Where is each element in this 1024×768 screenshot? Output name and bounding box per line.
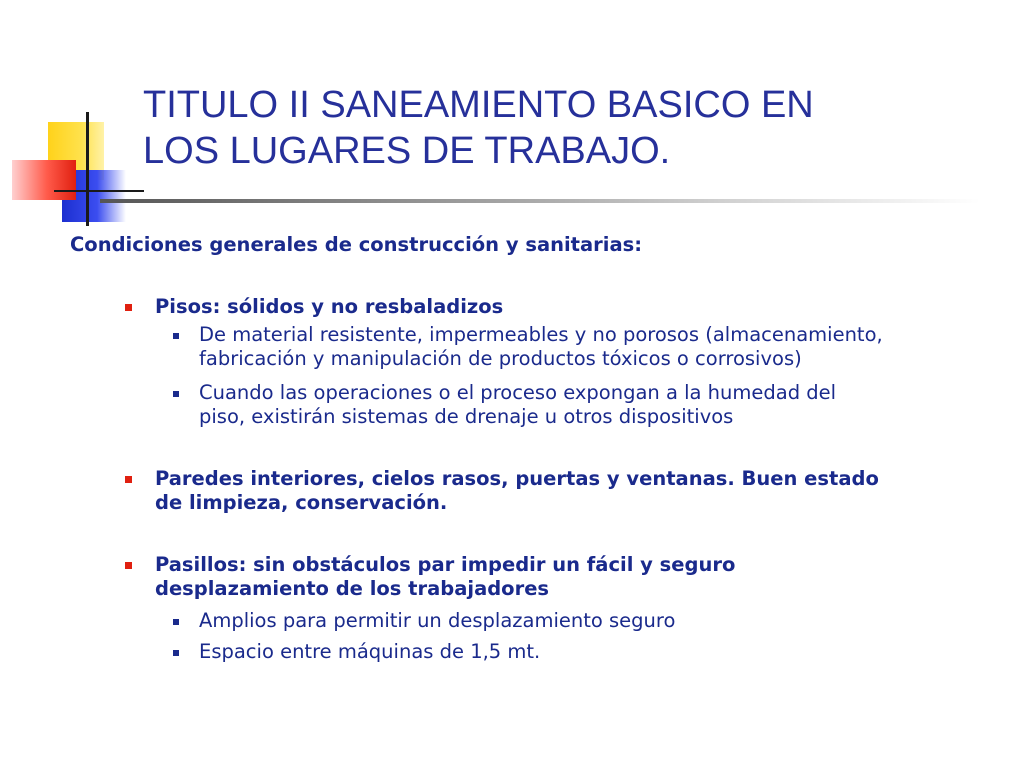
sub-item-line: piso, existirán sistemas de drenaje u otros dispositivos <box>199 405 734 428</box>
list-item-line: Pasillos: sin obstáculos par impedir un fácil y seguro <box>155 553 736 576</box>
list-item-text: Pisos: sólidos y no resbaladizos <box>155 295 504 318</box>
sub-item-line: Cuando las operaciones o el proceso expongan a la humedad del <box>199 381 837 404</box>
sub-item-material <box>199 323 999 371</box>
list-item-pisos <box>155 295 1005 319</box>
sub-item-espacio <box>199 640 999 664</box>
section-heading: Condiciones generales de construcción y sanitarias: <box>70 233 643 256</box>
red-square <box>12 160 76 200</box>
sub-item-line: De material resistente, impermeables y no porosos (almacenamiento, <box>199 323 883 346</box>
list-item-pasillos <box>155 553 1005 601</box>
slide-title-line-1: TITULO II SANEAMIENTO BASICO EN <box>143 84 814 126</box>
square-bullet-icon <box>173 650 179 656</box>
square-bullet-icon <box>125 476 132 483</box>
sub-item-line: fabricación y manipulación de productos tóxicos o corrosivos) <box>199 347 802 370</box>
square-bullet-icon <box>173 333 179 339</box>
slide-title-line-2: LOS LUGARES DE TRABAJO. <box>143 130 671 172</box>
sub-item-text: Amplios para permitir un desplazamiento seguro <box>199 609 676 632</box>
title-underline <box>100 199 980 203</box>
vertical-rule <box>86 112 89 226</box>
slide-title <box>143 82 963 174</box>
sub-item-text: Espacio entre máquinas de 1,5 mt. <box>199 640 541 663</box>
list-item-paredes <box>155 467 1005 515</box>
square-bullet-icon <box>173 391 179 397</box>
list-item-line: desplazamiento de los trabajadores <box>155 577 550 600</box>
square-bullet-icon <box>125 304 132 311</box>
sub-item-humedad <box>199 381 999 429</box>
square-bullet-icon <box>173 619 179 625</box>
list-item-line: Paredes interiores, cielos rasos, puertas y ventanas. Buen estado <box>155 467 879 490</box>
square-bullet-icon <box>125 562 132 569</box>
list-item-line: de limpieza, conservación. <box>155 491 448 514</box>
horizontal-rule <box>54 190 144 192</box>
sub-item-amplios <box>199 609 999 633</box>
